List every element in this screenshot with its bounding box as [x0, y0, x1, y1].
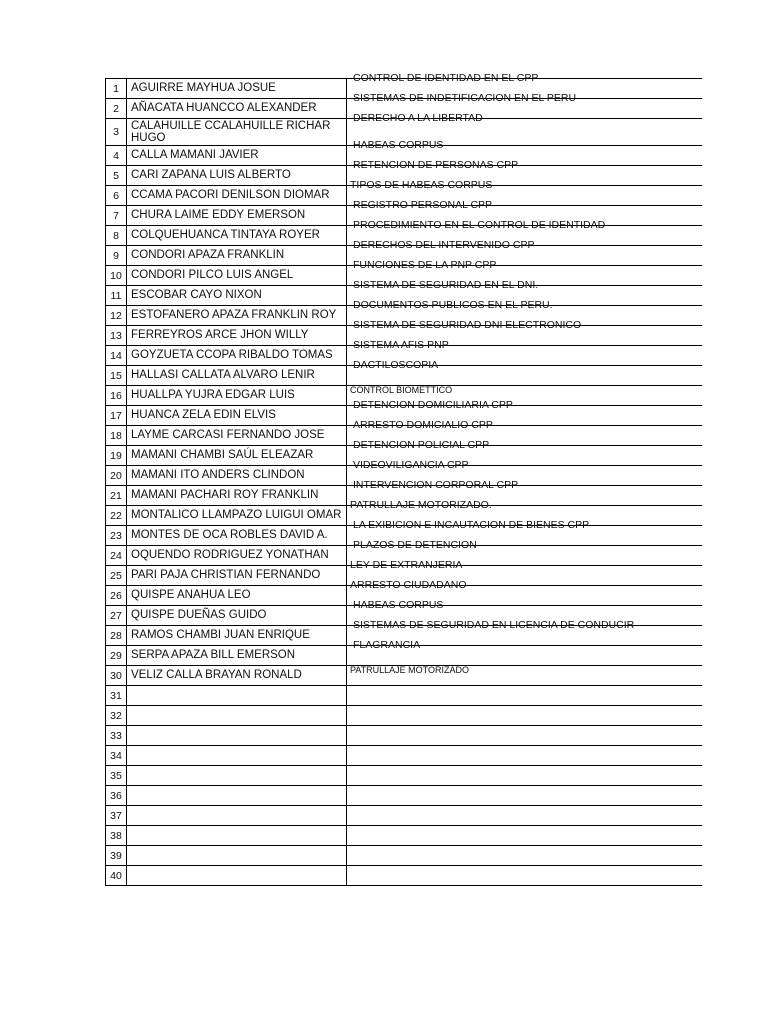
student-name: SERPA APAZA BILL EMERSON [131, 649, 296, 661]
row-number: 40 [106, 866, 127, 886]
topic-text: LA EXIBICION E INCAUTACION DE BIENES CPP [353, 519, 590, 531]
student-name-cell [127, 786, 347, 806]
row-number: 16 [106, 386, 127, 406]
student-name-cell [127, 119, 347, 146]
student-name-cell [127, 226, 347, 246]
student-name: RAMOS CHAMBI JUAN ENRIQUE [131, 629, 310, 641]
student-name-cell [127, 446, 347, 466]
row-number: 9 [106, 246, 127, 266]
student-name [127, 746, 346, 749]
row-number: 26 [106, 586, 127, 606]
topic-text: DERECHOS DEL INTERVENIDO CPP [353, 239, 535, 251]
student-name-cell [127, 846, 347, 866]
table-row [106, 666, 702, 686]
student-name: MAMANI ITO ANDERS CLINDON [131, 469, 305, 481]
student-name-cell [127, 466, 347, 486]
student-name-cell [127, 366, 347, 386]
topic-text: INTERVENCION CORPORAL CPP [353, 479, 519, 491]
student-name: CALLA MAMANI JAVIER [131, 149, 259, 161]
row-number: 3 [106, 119, 127, 146]
student-name: OQUENDO RODRIGUEZ YONATHAN [131, 549, 329, 561]
student-name: HUALLPA YUJRA EDGAR LUIS [131, 389, 295, 401]
row-number: 33 [106, 726, 127, 746]
row-number: 35 [106, 766, 127, 786]
topic-text: CONTROL DE IDENTIDAD EN EL CPP [353, 72, 539, 84]
topic-cell [347, 786, 702, 806]
row-number: 11 [106, 286, 127, 306]
table-row [106, 706, 702, 726]
topic-text: RETENCION DE PERSONAS CPP [353, 159, 519, 171]
student-name-cell [127, 546, 347, 566]
topic-text: ARRESTO CIUDADANO [350, 579, 467, 591]
topic-cell [347, 706, 702, 726]
row-number: 34 [106, 746, 127, 766]
row-number: 24 [106, 546, 127, 566]
row-number: 1 [106, 79, 127, 99]
student-name-cell [127, 186, 347, 206]
student-name [127, 826, 346, 829]
student-name [127, 766, 346, 769]
table-row [106, 846, 702, 866]
student-name-cell [127, 426, 347, 446]
row-number: 2 [106, 99, 127, 119]
row-number: 31 [106, 686, 127, 706]
topic-text: CONTROL BIOMETTICO [350, 385, 453, 395]
topic-text: DETENCION POLICIAL CPP [353, 439, 490, 451]
student-name: AÑACATA HUANCCO ALEXANDER [131, 102, 317, 114]
table-row [106, 746, 702, 766]
table-row [106, 786, 702, 806]
student-name-cell [127, 746, 347, 766]
student-name-cell [127, 566, 347, 586]
topic-cell [347, 686, 702, 706]
student-name [127, 846, 346, 849]
student-name: QUISPE DUEÑAS GUIDO [131, 609, 267, 621]
topic-cell [347, 866, 702, 886]
row-number: 28 [106, 626, 127, 646]
row-number: 23 [106, 526, 127, 546]
topic-text: LEY DE EXTRANJERIA [350, 559, 463, 571]
student-name-cell [127, 206, 347, 226]
student-topic-table [105, 72, 702, 886]
student-name [127, 706, 346, 709]
row-number: 20 [106, 466, 127, 486]
table-row [106, 646, 702, 666]
row-number: 39 [106, 846, 127, 866]
student-name: CCAMA PACORI DENILSON DIOMAR [131, 189, 330, 201]
row-number: 8 [106, 226, 127, 246]
student-name-cell [127, 526, 347, 546]
student-name: CONDORI APAZA FRANKLIN [131, 249, 285, 261]
table-row [106, 766, 702, 786]
student-name: MONTES DE OCA ROBLES DAVID A. [131, 529, 328, 541]
student-name-cell [127, 606, 347, 626]
topic-cell [347, 666, 702, 686]
student-name: GOYZUETA CCOPA RIBALDO TOMAS [131, 349, 333, 361]
student-name-cell [127, 346, 347, 366]
student-name: VELIZ CALLA BRAYAN RONALD [131, 669, 302, 681]
topic-text: DETENCION DOMICILIARIA CPP [353, 399, 513, 411]
table-row [106, 826, 702, 846]
student-name: MAMANI PACHARI ROY FRANKLIN [131, 489, 319, 501]
topic-text: SISTEMAS DE INDETIFICACION EN EL PERU [353, 92, 577, 104]
row-number: 6 [106, 186, 127, 206]
row-number: 36 [106, 786, 127, 806]
topic-cell [347, 359, 702, 386]
topic-cell [347, 726, 702, 746]
topic-text: SISTEMAS DE SEGURIDAD EN LICENCIA DE CONDUCIR [353, 619, 635, 631]
row-number: 29 [106, 646, 127, 666]
row-number: 19 [106, 446, 127, 466]
topic-text: DACTILOSCOPIA [353, 359, 439, 371]
row-number: 17 [106, 406, 127, 426]
student-name: QUISPE ANAHUA LEO [131, 589, 251, 601]
student-name [127, 686, 346, 689]
table-row [106, 686, 702, 706]
topic-text: HABEAS CORPUS [353, 139, 444, 151]
student-name [127, 806, 346, 809]
topic-text: PATRULLAJE MOTORIZADO [350, 665, 470, 675]
student-name-cell [127, 306, 347, 326]
student-name: HALLASI CALLATA ALVARO LENIR [131, 369, 315, 381]
student-name-cell [127, 286, 347, 306]
topic-text: FLAGRANCIA [353, 639, 421, 651]
student-name: CALAHUILLE CCALAHUILLE RICHAR HUGO [131, 120, 331, 144]
student-name: ESCOBAR CAYO NIXON [131, 289, 262, 301]
row-number: 12 [106, 306, 127, 326]
table-body [106, 72, 702, 886]
student-name-cell [127, 506, 347, 526]
topic-text: DERECHO A LA LIBERTAD [353, 112, 483, 124]
row-number: 22 [106, 506, 127, 526]
student-name: LAYME CARCASI FERNANDO JOSE [131, 429, 325, 441]
student-name-cell [127, 646, 347, 666]
row-number: 10 [106, 266, 127, 286]
student-name: CARI ZAPANA LUIS ALBERTO [131, 169, 291, 181]
row-number: 32 [106, 706, 127, 726]
student-name-cell [127, 246, 347, 266]
student-name: HUANCA ZELA EDIN ELVIS [131, 409, 276, 421]
topic-text: TIPOS DE HABEAS CORPUS [350, 179, 493, 191]
row-number: 7 [106, 206, 127, 226]
student-name-cell [127, 686, 347, 706]
topic-text: SISTEMA DE SEGURIDAD DNI ELECTRONICO [353, 319, 582, 331]
topic-text: HABEAS CORPUS [353, 599, 444, 611]
topic-text: SISTEMA DE SEGURIDAD EN EL DNI. [353, 279, 539, 291]
topic-text: PLAZOS DE DETENCION [353, 539, 477, 551]
topic-text: REGISTRO PERSONAL CPP [353, 199, 493, 211]
row-number: 37 [106, 806, 127, 826]
student-name: CHURA LAIME EDDY EMERSON [131, 209, 306, 221]
student-name-cell [127, 486, 347, 506]
table-row [106, 726, 702, 746]
student-name: MAMANI CHAMBI SAÚL ELEAZAR [131, 449, 314, 461]
row-number: 5 [106, 166, 127, 186]
student-name-cell [127, 146, 347, 166]
row-number: 21 [106, 486, 127, 506]
topic-text: SISTEMA AFIS PNP [353, 339, 449, 351]
student-name-cell [127, 326, 347, 346]
student-name-cell [127, 866, 347, 886]
row-number: 13 [106, 326, 127, 346]
student-name-cell [127, 586, 347, 606]
student-name-cell [127, 726, 347, 746]
student-name-cell [127, 766, 347, 786]
row-number: 18 [106, 426, 127, 446]
student-name: COLQUEHUANCA TINTAYA ROYER [131, 229, 320, 241]
topic-cell [347, 766, 702, 786]
topic-cell [347, 806, 702, 826]
row-number: 38 [106, 826, 127, 846]
student-name-cell [127, 406, 347, 426]
student-name-cell [127, 826, 347, 846]
topic-cell [347, 639, 702, 666]
student-name-cell [127, 806, 347, 826]
student-name-cell [127, 99, 347, 119]
topic-cell [347, 826, 702, 846]
student-name-cell [127, 166, 347, 186]
student-name [127, 866, 346, 869]
row-number: 4 [106, 146, 127, 166]
row-number: 30 [106, 666, 127, 686]
student-name-cell [127, 386, 347, 406]
student-name: CONDORI PILCO LUIS ANGEL [131, 269, 294, 281]
student-name: PARI PAJA CHRISTIAN FERNANDO [131, 569, 321, 581]
topic-text: ARRESTO DOMICIALIO CPP [353, 419, 493, 431]
topic-text: PATRULLAJE MOTORIZADO. [350, 499, 492, 511]
topic-cell [347, 746, 702, 766]
table-row [106, 366, 702, 386]
table-row [106, 866, 702, 886]
topic-text: FUNCIONES DE LA PNP CPP [353, 259, 497, 271]
student-name: MONTALICO LLAMPAZO LUIGUI OMAR [131, 509, 342, 521]
row-number: 15 [106, 366, 127, 386]
row-number: 14 [106, 346, 127, 366]
table-row [106, 806, 702, 826]
student-name-cell [127, 666, 347, 686]
student-name [127, 726, 346, 729]
student-name: AGUIRRE MAYHUA JOSUE [131, 82, 276, 94]
student-name: FERREYROS ARCE JHON WILLY [131, 329, 309, 341]
student-name: ESTOFANERO APAZA FRANKLIN ROY [131, 309, 337, 321]
topic-text: VIDEOVILIGANCIA CPP [353, 459, 469, 471]
row-number: 27 [106, 606, 127, 626]
topic-text: PROCEDIMIENTO EN EL CONTROL DE IDENTIDAD [353, 219, 606, 231]
student-name-cell [127, 706, 347, 726]
student-name-cell [127, 626, 347, 646]
student-name-cell [127, 79, 347, 99]
row-number: 25 [106, 566, 127, 586]
student-name [127, 786, 346, 789]
student-name-cell [127, 266, 347, 286]
topic-text: DOCUMENTOS PUBLICOS EN EL PERU. [353, 299, 553, 311]
topic-cell [347, 846, 702, 866]
